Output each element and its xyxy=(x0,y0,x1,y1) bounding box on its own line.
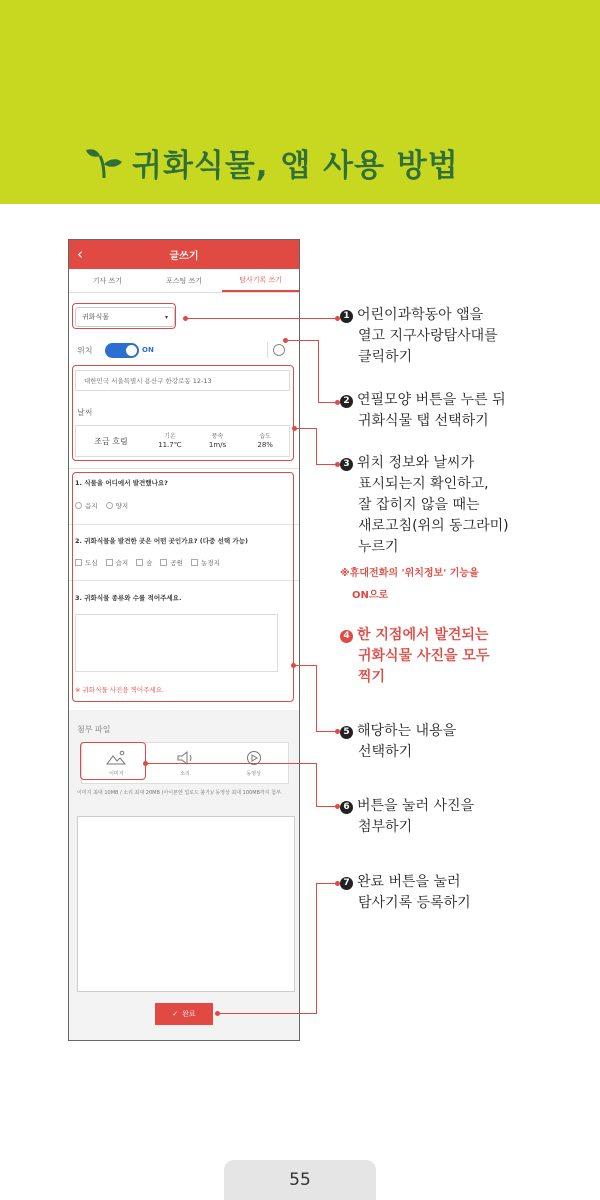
highlight-category-select xyxy=(72,303,176,329)
write-tabs xyxy=(69,269,299,293)
option-label: 습지 xyxy=(115,559,129,567)
page-title-text: 귀화식물, 앱 사용 방법 xyxy=(132,148,459,184)
step-line: 어린이과학동아 앱을 xyxy=(357,307,484,323)
step-number: 5 xyxy=(340,726,353,739)
step-line: 탐사기록 등록하기 xyxy=(358,895,471,911)
weather-condition: 조금 흐림 xyxy=(94,436,128,446)
connector-line xyxy=(316,428,317,464)
step-number: 3 xyxy=(340,458,353,471)
step-line: 귀화식물 탭 선택하기 xyxy=(358,413,489,429)
step-line: 새로고침(위의 동그라미) xyxy=(358,518,509,534)
connector-line xyxy=(318,340,319,402)
step-line: 찍기 xyxy=(358,669,386,685)
connector-line xyxy=(294,428,316,429)
highlight-location-weather xyxy=(72,365,294,461)
media-label: 소리 xyxy=(180,770,190,777)
option-label: 농경지 xyxy=(200,559,220,567)
temp-value: 11.7℃ xyxy=(158,441,182,449)
note-line: ON으로 xyxy=(352,590,389,601)
step-number: 4 xyxy=(340,630,353,643)
media-label: 이미지 xyxy=(109,770,124,777)
step-line: 클릭하기 xyxy=(358,349,413,365)
temp-label: 기온 xyxy=(164,433,176,440)
step-line: 누르기 xyxy=(358,539,399,555)
category-select-value: 귀화식물 xyxy=(82,313,110,321)
question-2-title: 2. 귀화식물을 발견한 곳은 어떤 곳인가요? (다중 선택 가능) xyxy=(75,537,248,545)
step-number: 6 xyxy=(340,801,353,814)
connector-line xyxy=(316,883,317,1014)
media-label: 동영상 xyxy=(246,770,261,777)
step-3 xyxy=(340,453,509,558)
location-toggle[interactable] xyxy=(105,343,139,358)
humidity-value: 28% xyxy=(257,441,273,449)
app-header-title: 글쓰기 xyxy=(169,251,199,262)
dropdown-arrow-icon: ▾ xyxy=(164,313,168,321)
back-arrow-icon[interactable]: ‹ xyxy=(77,245,83,263)
step-line: 버튼을 눌러 사진을 xyxy=(357,798,475,814)
wind-label: 풍속 xyxy=(211,433,224,440)
step-5 xyxy=(340,721,456,763)
upload-preview-area[interactable] xyxy=(77,816,295,992)
connector-line xyxy=(145,763,317,764)
connector-line xyxy=(316,763,317,806)
option-label: 공원 xyxy=(170,559,183,567)
highlight-image-button xyxy=(80,742,146,780)
connector-line xyxy=(285,340,318,341)
location-note xyxy=(340,563,479,607)
step-line: 첨부하기 xyxy=(358,819,413,835)
option-label: 도심 xyxy=(85,559,98,567)
address-field: 대한민국 서울특별시 용산구 한강로동 12-13 xyxy=(75,370,290,391)
page-title xyxy=(84,140,459,185)
step-number: 7 xyxy=(340,877,353,890)
connector-line xyxy=(293,665,316,666)
tab-exploration-record[interactable]: 탐사기록 쓰기 xyxy=(222,269,299,292)
humidity-label: 습도 xyxy=(259,433,271,440)
attachment-label: 첨부 파일 xyxy=(77,725,111,734)
step-line: 한 지점에서 발견되는 xyxy=(357,627,489,643)
step-1 xyxy=(340,305,498,368)
question-3-title: 3. 귀화식물 종류와 수를 적어주세요. xyxy=(75,594,182,602)
tab-posting[interactable]: 포스팅 쓰기 xyxy=(165,276,203,285)
step-line: 표시되는지 확인하고, xyxy=(358,476,489,492)
app-header xyxy=(69,240,299,269)
wind-value: 1m/s xyxy=(208,441,227,449)
step-6 xyxy=(340,796,474,838)
step-line: 위치 정보와 날씨가 xyxy=(357,455,475,471)
toggle-knob xyxy=(126,345,137,356)
divider xyxy=(69,468,300,469)
step-line: 완료 버튼을 눌러 xyxy=(357,874,461,890)
toggle-state-text: ON xyxy=(142,346,154,354)
step-7 xyxy=(340,872,471,914)
highlight-questions xyxy=(72,472,294,702)
weather-label: 날씨 xyxy=(77,408,93,417)
step-line: 잘 잡히지 않을 때는 xyxy=(358,497,480,513)
done-button-label: 완료 xyxy=(182,1010,196,1018)
divider xyxy=(267,342,268,358)
connector-line xyxy=(316,665,317,731)
tab-article[interactable]: 기사 쓰기 xyxy=(92,276,122,285)
file-limit-text: 이미지 최대 10MB / 소리 최대 20MB (아이폰엔 업로드 불가)/ 동영상 최대 100MB까지 첨부. xyxy=(77,790,283,796)
step-4 xyxy=(340,625,489,688)
option-label: 숲 xyxy=(146,559,153,567)
photo-hint: ※ 귀화식물 사진을 찍어주세요. xyxy=(75,686,165,694)
sprout-icon xyxy=(84,146,124,180)
title-banner xyxy=(0,0,600,204)
option-label: 양지 xyxy=(115,502,129,510)
step-2 xyxy=(340,390,506,432)
page-number: 55 xyxy=(224,1160,376,1200)
refresh-icon[interactable] xyxy=(273,344,285,356)
connector-line xyxy=(217,1013,317,1014)
connector-line xyxy=(185,318,337,319)
note-line: ※휴대전화의 '위치정보' 기능을 xyxy=(340,568,479,579)
step-number: 2 xyxy=(340,395,353,408)
step-number: 1 xyxy=(340,310,353,323)
step-line: 연필모양 버튼을 누른 뒤 xyxy=(357,392,506,408)
step-line: 선택하기 xyxy=(358,744,413,760)
location-label: 위치 xyxy=(77,346,93,355)
step-line: 귀화식물 사진을 모두 xyxy=(358,648,490,664)
step-line: 열고 지구사랑탐사대를 xyxy=(358,328,498,344)
question-1-title: 1. 식물을 어디에서 발견했나요? xyxy=(75,479,168,487)
step-line: 해당하는 내용을 xyxy=(357,723,457,739)
option-label: 음지 xyxy=(85,502,98,510)
check-icon: ✓ xyxy=(172,1010,179,1018)
done-button[interactable] xyxy=(155,1003,213,1025)
